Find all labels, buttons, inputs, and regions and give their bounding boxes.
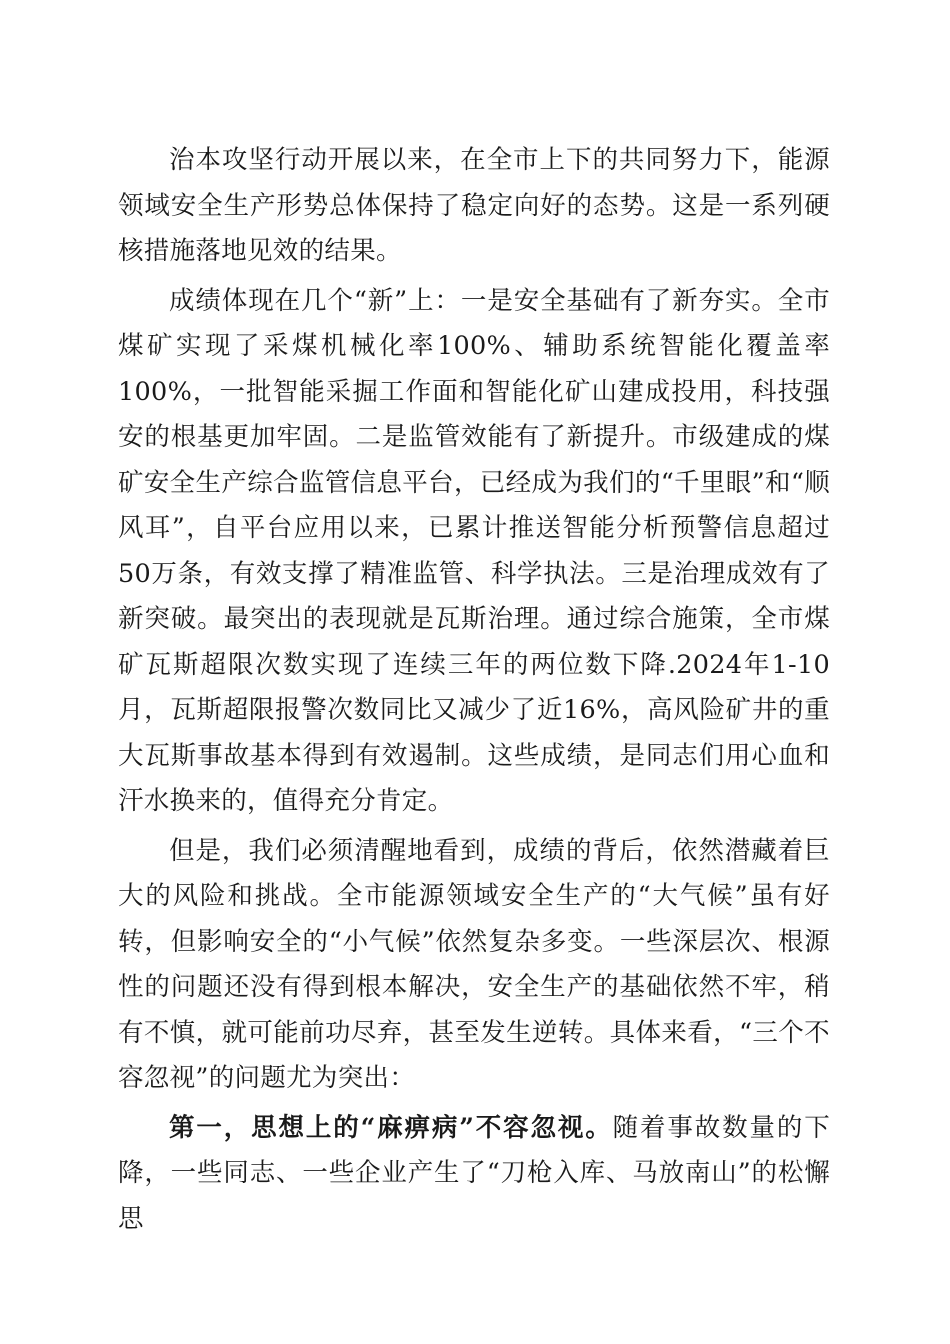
document-page	[118, 138, 830, 1246]
paragraph-2: 成绩体现在几个“新”上：一是安全基础有了新夯实。全市煤矿实现了采煤机械化率100%、辅助系统智能化覆盖率100%，一批智能采掘工作面和智能化矿山建成投用，科技强安的根基更加牢固。二是监管效能有了新提升。市级建成的煤矿安全生产综合监管信息平台，已经成为我们的“千里眼”和“顺风耳”，自平台应用以来，已累计推送智能分析预警信息超过50万条，有效支撑了精准监管、科学执法。三是治理成效有了新突破。最突出的表现就是瓦斯治理。通过综合施策，全市煤矿瓦斯超限次数实现了连续三年的两位数下降.2024年1-10月，瓦斯超限报警次数同比又减少了近16%，高风险矿井的重大瓦斯事故基本得到有效遏制。这些成绩，是同志们用心血和汗水换来的，值得充分肯定。	[118, 285, 830, 816]
paragraph-1: 治本攻坚行动开展以来，在全市上下的共同努力下，能源领域安全生产形势总体保持了稳定向好的态势。这是一系列硬核措施落地见效的结果。	[118, 145, 830, 266]
paragraph-4-lead: 第一，思想上的“麻痹病”不容忽视。	[169, 1112, 613, 1143]
paragraph-4-text: 随着事故数量的下降，一些同志、一些企业产生了“刀枪入库、马放南山”的松懈思	[118, 1112, 830, 1234]
paragraph-4	[118, 1106, 830, 1243]
paragraph-3: 但是，我们必须清醒地看到，成绩的背后，依然潜藏着巨大的风险和挑战。全市能源领域安全生产的“大气候”虽有好转，但影响安全的“小气候”依然复杂多变。一些深层次、根源性的问题还没有得到根本解决，安全生产的基础依然不牢，稍有不慎，就可能前功尽弃，甚至发生逆转。具体来看，“三个不容忽视”的问题尤为突出：	[118, 835, 830, 1093]
